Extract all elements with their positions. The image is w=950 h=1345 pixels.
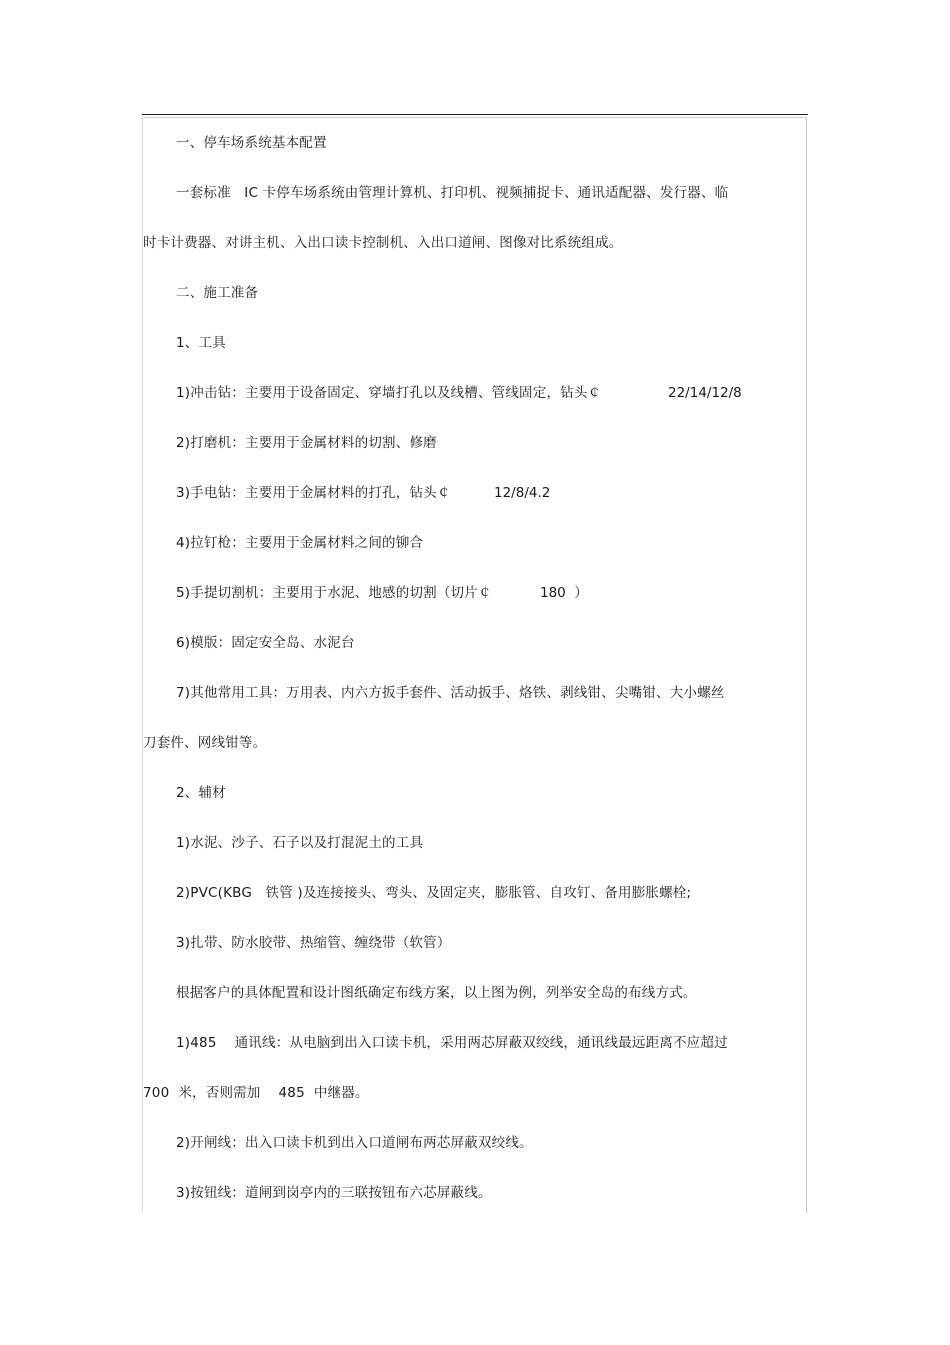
tool-item-cutter: 5)手提切割机：主要用于水泥、地感的切割（切片￠ — [176, 585, 492, 601]
wiring-item-485-cont: 700 米，否则需加 485 中继器。 — [143, 1085, 369, 1101]
tool-item-rivet-gun: 4)拉钉枪：主要用于金属材料之间的铆合 — [176, 535, 424, 551]
content-left-edge — [142, 117, 143, 1212]
subheading-tools: 1、工具 — [176, 335, 226, 351]
tool-item-grinder: 2)打磨机：主要用于金属材料的切割、修磨 — [176, 435, 437, 451]
hand-drill-bit-sizes: 12/8/4.2 — [494, 485, 551, 501]
material-item-cement: 1)水泥、沙子、石子以及打混泥土的工具 — [176, 835, 424, 851]
tool-item-hand-drill: 3)手电钻：主要用于金属材料的打孔，钻头￠ — [176, 485, 451, 501]
drill-bit-sizes: 22/14/12/8 — [668, 385, 742, 401]
material-item-pipe: 2)PVC(KBG 铁管 )及连接接头、弯头、及固定夹，膨胀管、自攻钉、备用膨胀螺栓; — [176, 885, 692, 901]
wiring-item-485: 1)485 通讯线：从电脑到出入口读卡机，采用两芯屏蔽双绞线，通讯线最远距离不应超过 — [176, 1035, 728, 1051]
top-rule — [142, 114, 808, 115]
section-heading-basic-config: 一、停车场系统基本配置 — [176, 135, 327, 151]
tool-item-other-cont: 刀套件、网线钳等。 — [143, 735, 267, 751]
paragraph-wiring-plan: 根据客户的具体配置和设计图纸确定布线方案，以上图为例，列举安全岛的布线方式。 — [176, 985, 697, 1001]
material-item-ties: 3)扎带、防水胶带、热缩管、缠绕带（软管） — [176, 935, 451, 951]
subheading-materials: 2、辅材 — [176, 785, 226, 801]
paragraph-line: 一套标准 IC 卡停车场系统由管理计算机、打印机、视频捕捉卡、通讯适配器、发行器、临 — [176, 185, 729, 201]
wiring-item-button: 3)按钮线：道闸到岗亭内的三联按钮布六芯屏蔽线。 — [176, 1185, 492, 1201]
wiring-item-gate: 2)开闸线：出入口读卡机到出入口道闸布两芯屏蔽双绞线。 — [176, 1135, 533, 1151]
paragraph-line: 时卡计费器、对讲主机、入出口读卡控制机、入出口道闸、图像对比系统组成。 — [143, 235, 623, 251]
tool-item-template: 6)模版：固定安全岛、水泥台 — [176, 635, 355, 651]
blade-size: 180 ） — [540, 585, 588, 601]
section-heading-preparation: 二、施工准备 — [176, 285, 259, 301]
tool-item-impact-drill: 1)冲击钻：主要用于设备固定、穿墙打孔以及线槽、管线固定，钻头￠ — [176, 385, 602, 401]
tool-item-other: 7)其他常用工具：万用表、内六方扳手套件、活动扳手、烙铁、剥线钳、尖嘴钳、大小螺丝 — [176, 685, 725, 701]
